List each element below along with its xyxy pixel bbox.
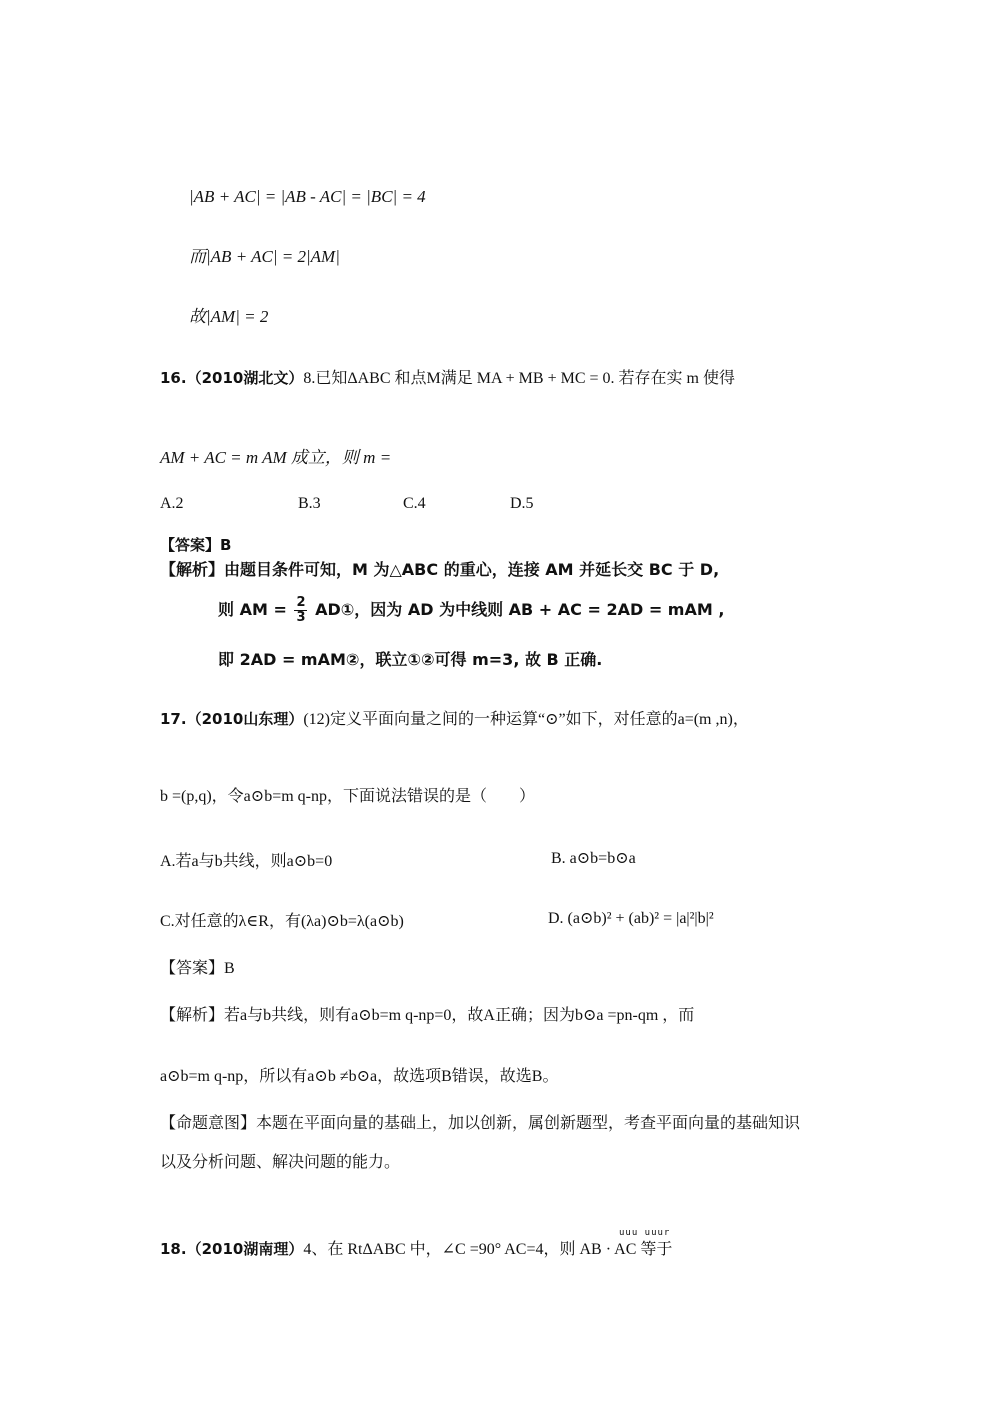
q18-stem: 4、在 RtΔABC 中，∠C =90° AC=4，则 AB · AC 等于 — [303, 1241, 673, 1258]
q17-stem-part-1: (12)定义平面向量之间的一种运算“⊙”如下，对任意的a=(m ,n)， — [303, 711, 749, 728]
q17-choice-c: C.对任意的λ∈R，有(λa)⊙b=λ(a⊙b) — [160, 913, 404, 930]
q17-analysis-line-1: 【解析】若a与b共线，则有a⊙b=m q-np=0，故A正确；因为b⊙a =pn-qm ，而 — [160, 1007, 695, 1024]
q16-fraction-numerator: 2 — [296, 595, 306, 610]
q17-choice-b: B. a⊙b=b⊙a — [551, 850, 636, 867]
q16-choice-d: D.5 — [510, 495, 534, 512]
q17-intent-line-1: 【命题意图】本题在平面向量的基础上，加以创新，属创新题型，考查平面向量的基础知识 — [160, 1115, 801, 1132]
q16-analysis-line-2-a: 则 AM = — [218, 600, 287, 619]
q17-answer: 【答案】B — [160, 960, 235, 977]
proof-line-3: 故|AM| = 2 — [189, 307, 269, 326]
q17-choice-d: D. (a⊙b)² + (ab)² = |a|²|b|² — [548, 910, 714, 927]
q17-analysis-line-2: a⊙b=m q-np，所以有a⊙b ≠b⊙a，故选项B错误，故选B。 — [160, 1068, 559, 1085]
proof-line-2: 而|AB + AC| = 2|AM| — [189, 247, 340, 266]
q18-number: 18.（2010湖南理） — [160, 1240, 304, 1258]
q17-intent-line-2: 以及分析问题、解决问题的能力。 — [160, 1154, 401, 1171]
q18-stem-line — [160, 1238, 672, 1261]
q16-choice-a: A.2 — [160, 495, 184, 512]
q17-choice-a: A.若a与b共线，则a⊙b=0 — [160, 853, 333, 870]
q16-analysis-line-1: 【解析】由题目条件可知，M 为△ABC 的重心，连接 AM 并延长交 BC 于 D, — [160, 560, 720, 579]
q16-choice-c: C.4 — [403, 495, 426, 512]
q16-stem-part-1: 8.已知ΔABC 和点M满足 MA + MB + MC = 0. 若存在实 m 使得 — [303, 370, 735, 387]
q16-stem-line-2: AM + AC = m AM 成立，则 m = — [160, 448, 392, 467]
q16-fraction-denominator: 3 — [296, 610, 306, 625]
q16-stem-line-1 — [160, 367, 735, 390]
q16-number: 16.（2010湖北文） — [160, 369, 304, 387]
q18-vector-arrow-marks: uuu uuur — [619, 1228, 671, 1238]
q17-number: 17.（2010山东理） — [160, 710, 304, 728]
q16-answer: 【答案】B — [160, 536, 232, 554]
q16-analysis-line-2-b: AD①，因为 AD 为中线则 AB + AC = 2AD = mAM , — [315, 600, 725, 619]
proof-line-1: |AB + AC| = |AB - AC| = |BC| = 4 — [189, 187, 426, 206]
q16-fraction — [294, 596, 307, 625]
q16-analysis-line-3: 即 2AD = mAM②，联立①②可得 m=3, 故 B 正确. — [218, 650, 603, 669]
q17-stem-line-2: b =(p,q)，令a⊙b=m q-np，下面说法错误的是（ ） — [160, 788, 535, 805]
q16-analysis-line-2 — [218, 596, 724, 625]
q16-choice-b: B.3 — [298, 495, 321, 512]
q17-stem-line-1 — [160, 708, 749, 731]
